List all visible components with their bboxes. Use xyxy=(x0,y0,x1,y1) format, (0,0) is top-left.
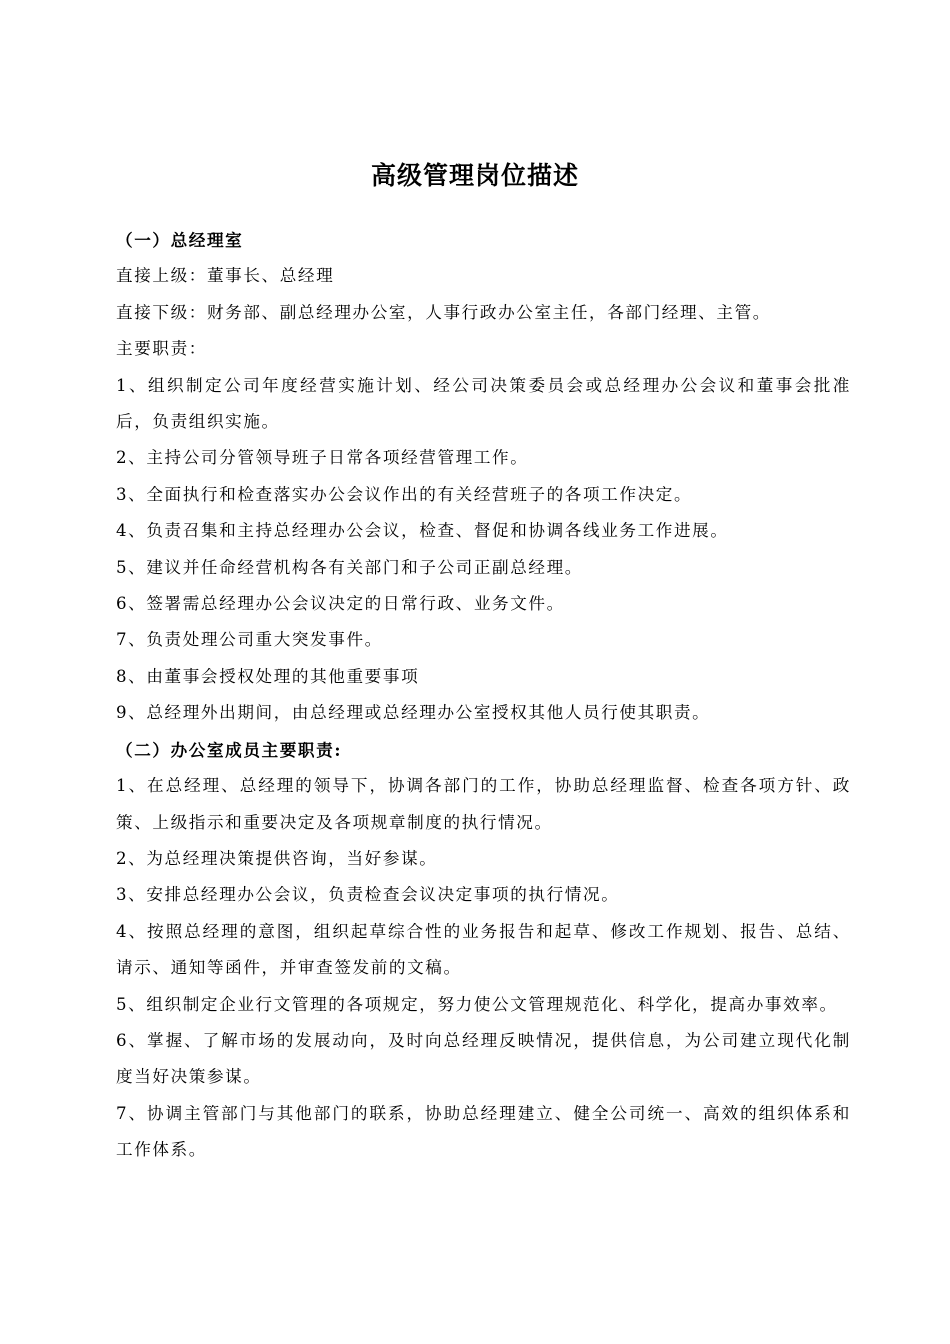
member-duty-item: 4、按照总经理的意图，组织起草综合性的业务报告和起草、修改工作规划、报告、总结、请示、通知等函件，并审查签发前的文稿。 xyxy=(116,921,851,978)
member-duty-item: 1、在总经理、总经理的领导下，协调各部门的工作，协助总经理监督、检查各项方针、政策、上级指示和重要决定及各项规章制度的执行情况。 xyxy=(116,776,851,832)
document-body xyxy=(116,222,851,1169)
duty-item: 5、建议并任命经营机构各有关部门和子公司正副总经理。 xyxy=(116,557,583,577)
duty-item: 9、总经理外出期间，由总经理或总经理办公室授权其他人员行使其职责。 xyxy=(116,703,711,723)
duty-item: 8、由董事会授权处理的其他重要事项 xyxy=(116,666,420,686)
member-duty-item: 6、掌握、了解市场的发展动向，及时向总经理反映情况，提供信息，为公司建立现代化制度当好决策参谋。 xyxy=(116,1030,851,1087)
duty-item: 7、负责处理公司重大突发事件。 xyxy=(116,630,383,650)
member-duty-item: 3、安排总经理办公会议，负责检查会议决定事项的执行情况。 xyxy=(116,885,620,905)
section-heading-office-members: （二）办公室成员主要职责: xyxy=(116,739,343,760)
duty-item: 1、组织制定公司年度经营实施计划、经公司决策委员会或总经理办公会议和董事会批准后，负责组织实施。 xyxy=(116,375,851,432)
duty-item: 3、全面执行和检查落实办公会议作出的有关经营班子的各项工作决定。 xyxy=(116,484,693,504)
direct-superior-text: 直接上级：董事长、总经理 xyxy=(116,266,335,286)
duty-item: 2、主持公司分管领导班子日常各项经营管理工作。 xyxy=(116,448,529,468)
document-title: 高级管理岗位描述 xyxy=(370,161,579,190)
main-duties-label: 主要职责： xyxy=(116,339,207,359)
member-duty-item: 7、协调主管部门与其他部门的联系，协助总经理建立、健全公司统一、高效的组织体系和工作体系。 xyxy=(116,1103,851,1160)
section-heading-general-manager-office: （一）总经理室 xyxy=(116,230,244,250)
member-duty-item: 2、为总经理决策提供咨询，当好参谋。 xyxy=(116,848,438,868)
direct-subordinate-text: 直接下级：财务部、副总经理办公室，人事行政办公室主任，各部门经理、主管。 xyxy=(116,302,771,322)
duty-item: 6、签署需总经理办公会议决定的日常行政、业务文件。 xyxy=(116,594,565,614)
member-duty-item: 5、组织制定企业行文管理的各项规定，努力使公文管理规范化、科学化，提高办事效率。 xyxy=(116,994,838,1014)
duty-item: 4、负责召集和主持总经理办公会议，检查、督促和协调各线业务工作进展。 xyxy=(116,521,729,541)
